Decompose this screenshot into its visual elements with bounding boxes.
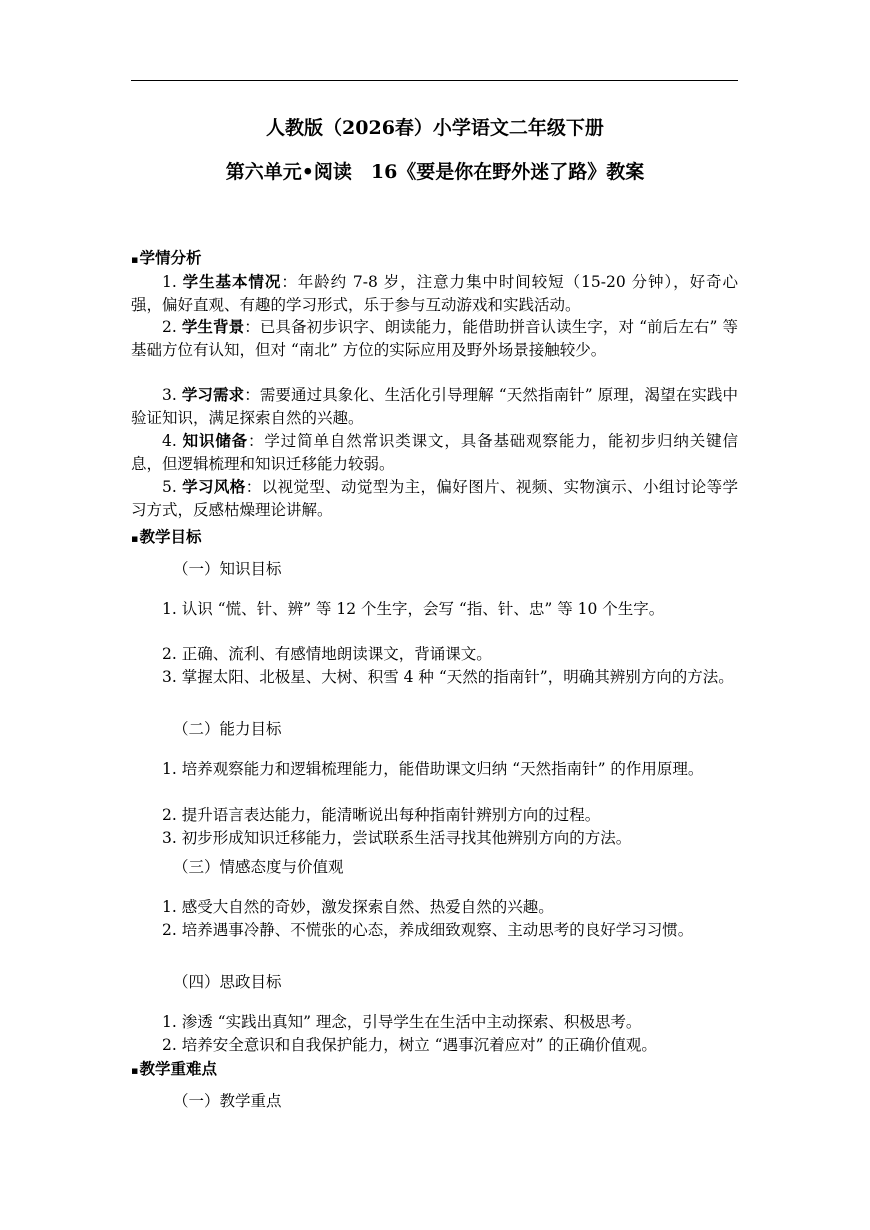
analysis-item-3: 3. 学习需求：需要通过具象化、生活化引导理解 “天然指南针” 原理，渴望在实践中验证知识，满足探索自然的兴趣。	[131, 385, 738, 427]
ability-goal-3: 3. 初步形成知识迁移能力，尝试联系生活寻找其他辨别方向的方法。	[162, 829, 632, 847]
section-heading-goals: ▪教学目标	[131, 527, 202, 546]
ideology-goal-1: 1. 渗透 “实践出真知” 理念，引导学生在生活中主动探索、积极思考。	[162, 1013, 642, 1031]
key-points-subheading: （一）教学重点	[173, 1092, 282, 1110]
analysis-item-5: 5. 学习风格：以视觉型、动觉型为主，偏好图片、视频、实物演示、小组讨论等学习方式，反感枯燥理论讲解。	[131, 477, 738, 519]
analysis-item-2: 2. 学生背景：已具备初步识字、朗读能力，能借助拼音认读生字，对 “前后左右” 等基础方位有认知，但对 “南北” 方位的实际应用及野外场景接触较少。	[131, 317, 738, 359]
ability-goal-1: 1. 培养观察能力和逻辑梳理能力，能借助课文归纳 “天然指南针” 的作用原理。	[162, 760, 704, 778]
ability-goal-2: 2. 提升语言表达能力，能清晰说出每种指南针辨别方向的过程。	[162, 806, 601, 824]
emotion-goal-1: 1. 感受大自然的奇妙，激发探索自然、热爱自然的兴趣。	[162, 898, 554, 916]
lesson-title: 第六单元•阅读 16《要是你在野外迷了路》教案	[225, 161, 645, 183]
analysis-item-4: 4. 知识储备：学过简单自然常识类课文，具备基础观察能力，能初步归纳关键信息，但逻辑梳理和知识迁移能力较弱。	[131, 431, 738, 473]
knowledge-goal-1: 1. 认识 “慌、针、辨” 等 12 个生字，会写 “指、针、忠” 等 10 个生字。	[162, 600, 665, 618]
emotion-goal-2: 2. 培养遇事冷静、不慌张的心态，养成细致观察、主动思考的良好学习习惯。	[162, 921, 694, 939]
square-bullet-icon: ▪	[131, 1064, 139, 1077]
knowledge-goal-2: 2. 正确、流利、有感情地朗读课文，背诵课文。	[162, 645, 492, 663]
square-bullet-icon: ▪	[131, 253, 139, 266]
analysis-item-1: 1. 学生基本情况：年龄约 7-8 岁，注意力集中时间较短（15-20 分钟），好奇心强，偏好直观、有趣的学习形式，乐于参与互动游戏和实践活动。	[131, 272, 738, 314]
section-heading-key-points: ▪教学重难点	[131, 1059, 217, 1078]
section-heading-analysis: ▪学情分析	[131, 248, 202, 267]
header-rule	[131, 80, 738, 81]
knowledge-goal-3: 3. 掌握太阳、北极星、大树、积雪 4 种 “天然的指南针”，明确其辨别方向的方法。	[162, 668, 734, 686]
knowledge-goals-heading: （一）知识目标	[173, 560, 282, 578]
emotion-goals-heading: （三）情感态度与价值观	[173, 858, 344, 876]
document-title: 人教版（2026春）小学语文二年级下册	[266, 117, 604, 139]
square-bullet-icon: ▪	[131, 532, 139, 545]
ideology-goals-heading: （四）思政目标	[173, 973, 282, 991]
ideology-goal-2: 2. 培养安全意识和自我保护能力，树立 “遇事沉着应对” 的正确价值观。	[162, 1036, 657, 1054]
ability-goals-heading: （二）能力目标	[173, 720, 282, 738]
